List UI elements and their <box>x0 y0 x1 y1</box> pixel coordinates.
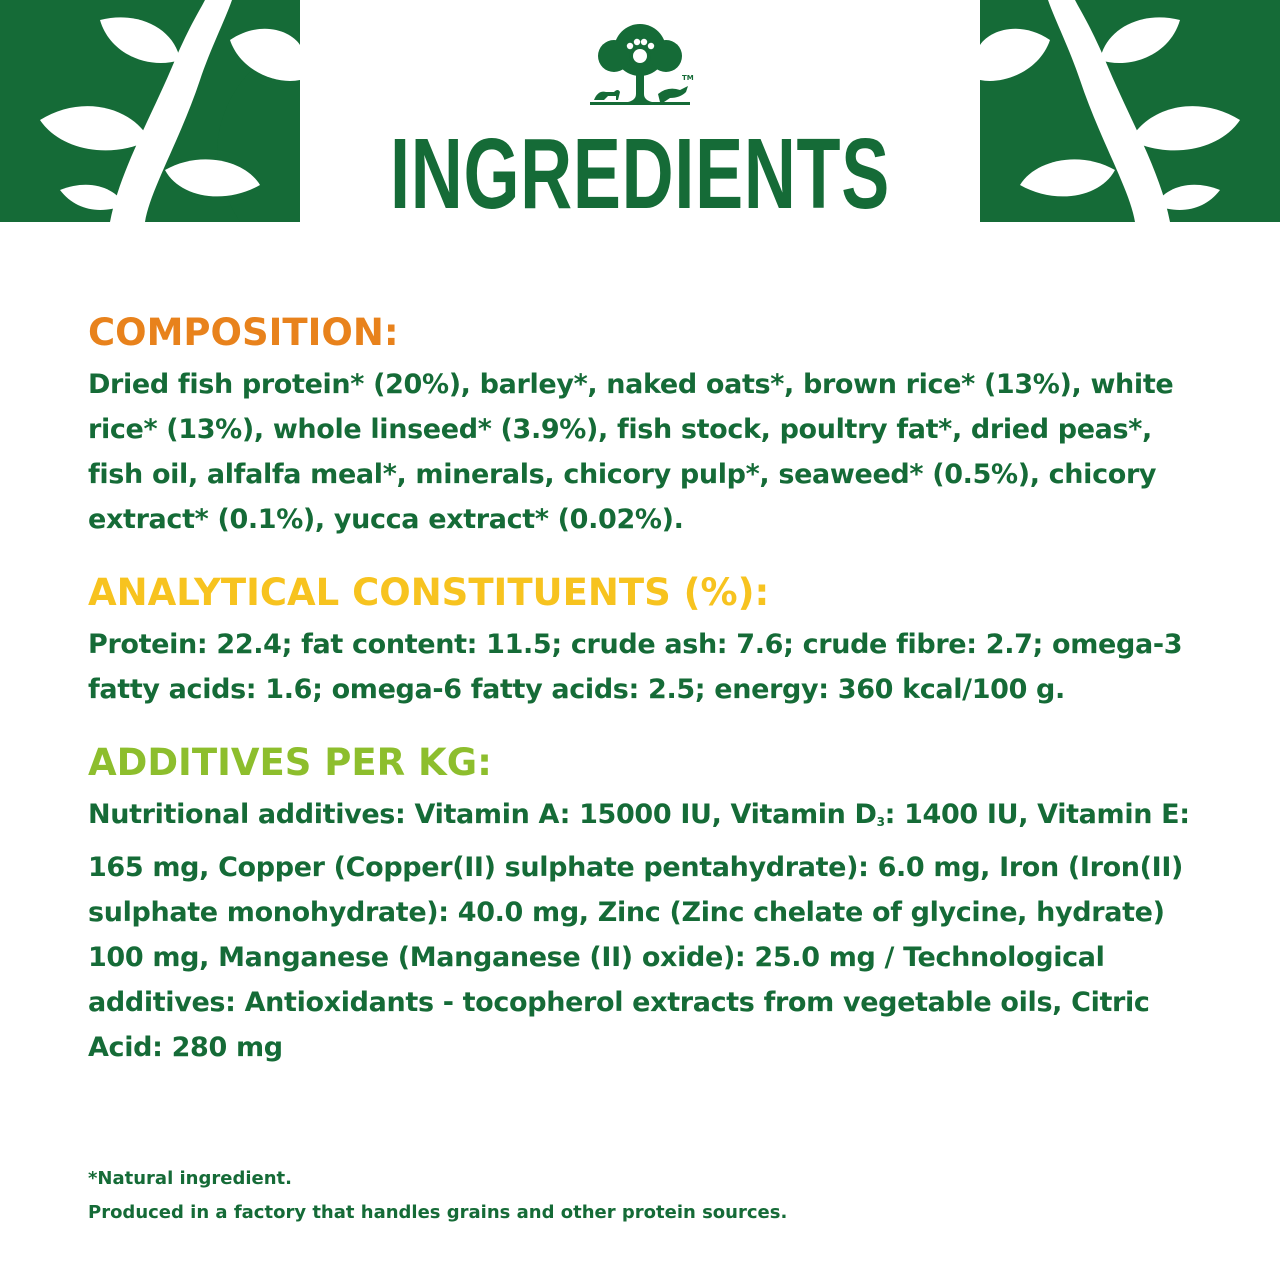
trademark-mark: TM <box>682 74 694 82</box>
footnote-natural: *Natural ingredient. <box>88 1168 292 1189</box>
additives-heading: ADDITIVES PER KG: <box>88 741 492 784</box>
composition-section <box>88 304 1203 542</box>
footnotes <box>88 1162 1203 1230</box>
analytical-section <box>88 564 1203 712</box>
additives-text <box>88 792 1203 1070</box>
additives-section <box>88 734 1203 1070</box>
additives-text-start: Nutritional additives: Vitamin A: 15000 IU, Vitamin D <box>88 799 877 830</box>
analytical-text: Protein: 22.4; fat content: 11.5; crude ash: 7.6; crude fibre: 2.7; omega-3 fatty acids: 1.6; omega-6 fatty acids: 2.5; energy: 360 kcal/100 g. <box>88 629 1183 705</box>
page-title: INGREDIENTS <box>390 118 890 230</box>
analytical-heading: ANALYTICAL CONSTITUENTS (%): <box>88 571 770 614</box>
footnote-factory: Produced in a factory that handles grains and other protein sources. <box>88 1202 788 1223</box>
composition-text: Dried fish protein* (20%), barley*, naked oats*, brown rice* (13%), white rice* (13%), whole linseed* (3.9%), fish stock, poultry fat*, dried peas*, fish oil, alfalfa meal*, minerals, chicory pulp*, seaweed* (0.5%), chicory extract* (0.1%), yucca extract* (0.02%). <box>88 369 1174 535</box>
vitamin-d-subscript: 3 <box>876 815 885 829</box>
composition-heading: COMPOSITION: <box>88 311 399 354</box>
ingredients-content <box>88 304 1203 1070</box>
tree-with-pets-logo-icon <box>584 22 696 114</box>
additives-text-rest: : 1400 IU, Vitamin E: 165 mg, Copper (Copper(II) sulphate pentahydrate): 6.0 mg, Iron (Iron(II) sulphate monohydrate): 40.0 mg, Zinc (Zinc chelate of glycine, hydrate) 100 mg, Manganese (Manganese (II) oxide): 25.0 mg / Technological additives: Antioxidants - tocopherol extracts from vegetable oils, Citric Acid: 280 mg <box>88 799 1190 1063</box>
